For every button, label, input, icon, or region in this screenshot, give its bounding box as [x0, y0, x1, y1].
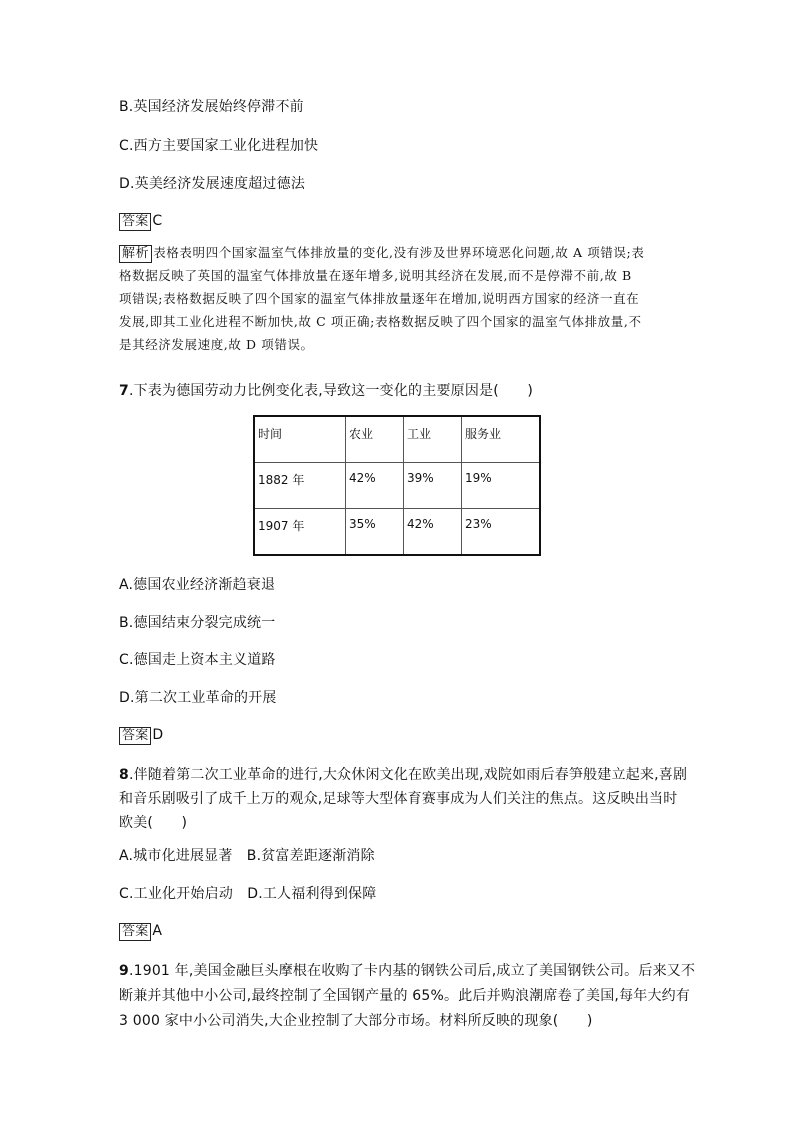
q7-option-d: D.第二次工业革命的开展 [119, 690, 277, 706]
analysis-line-5: 是其经济发展速度,故 D 项错误。 [119, 337, 314, 352]
table-cell: 42% [404, 509, 462, 556]
answer-label-box: 答案 [119, 213, 151, 231]
answer-value: D [152, 727, 164, 743]
analysis-line-4: 发展,即其工业化进程不断加快,故 C 项正确;表格数据反映了四个国家的温室气体排放量,不 [119, 314, 642, 329]
q8-options-row-1: A.城市化进展显著 B.贫富差距逐渐消除 [119, 848, 375, 864]
question-number: 9 [119, 963, 129, 979]
q8-answer [119, 921, 162, 941]
table-cell: 1882 年 [254, 463, 346, 509]
table-row [254, 463, 540, 509]
q8-stem: 8.伴随着第二次工业革命的进行,大众休闲文化在欧美出现,戏院如雨后春笋般建立起来,喜剧 和音乐剧吸引了成千上万的观众,足球等大型体育赛事成为人们关注的焦点。这反映出当时 欧美( ) [119, 767, 688, 831]
table-header-cell: 农业 [346, 416, 404, 463]
q9-stem: 9.1901 年,美国金融巨头摩根在收购了卡内基的钢铁公司后,成立了美国钢铁公司。后来又不 断兼并其他中小公司,最终控制了全国钢产量的 65%。此后并购浪潮席卷了美国,每年大约有 3 000 家中小公司消失,大企业控制了大部分市场。材料所反映的现象( ) [119, 963, 696, 1029]
answer-label-box: 答案 [119, 923, 151, 941]
table-cell: 35% [346, 509, 404, 556]
table-row [254, 509, 540, 556]
q7-option-b: B.德国结束分裂完成统一 [119, 615, 276, 631]
q6-option-b: B.英国经济发展始终停滞不前 [119, 99, 304, 115]
table-header-cell: 服务业 [462, 416, 541, 463]
analysis-line-2: 格数据反映了英国的温室气体排放量在逐年增多,说明其经济在发展,而不是停滞不前,故 B [119, 268, 632, 283]
table-cell: 1907 年 [254, 509, 346, 556]
q6-option-d: D.英美经济发展速度超过德法 [119, 176, 306, 192]
answer-label-box: 答案 [119, 727, 151, 745]
analysis-line-3: 项错误;表格数据反映了四个国家的温室气体排放量逐年在增加,说明西方国家的经济一直在 [119, 291, 640, 306]
q8-options-row-2: C.工业化开始启动 D.工人福利得到保障 [119, 886, 377, 902]
answer-value: A [152, 923, 163, 939]
table-header-cell: 时间 [254, 416, 346, 463]
question-number: 7 [119, 383, 129, 399]
q7-option-a: A.德国农业经济渐趋衰退 [119, 577, 276, 593]
labor-ratio-table [253, 415, 541, 556]
q7-answer [119, 725, 163, 745]
q6-option-c: C.西方主要国家工业化进程加快 [119, 138, 319, 154]
answer-value: C [152, 213, 163, 229]
question-number: 8 [119, 767, 129, 783]
table-header-row [254, 416, 540, 463]
q6-analysis [119, 241, 644, 356]
analysis-label-box: 解析 [119, 245, 152, 263]
table-cell: 39% [404, 463, 462, 509]
q7-option-c: C.德国走上资本主义道路 [119, 652, 276, 668]
table-cell: 19% [462, 463, 541, 509]
q7-stem: 7.下表为德国劳动力比例变化表,导致这一变化的主要原因是( ) [119, 383, 533, 399]
analysis-line-1: 解析 表格表明四个国家温室气体排放量的变化,没有涉及世界环境恶化问题,故 A 项错误;表 [119, 241, 644, 264]
table-cell: 42% [346, 463, 404, 509]
q6-answer [119, 211, 162, 231]
table-header-cell: 工业 [404, 416, 462, 463]
table-cell: 23% [462, 509, 541, 556]
